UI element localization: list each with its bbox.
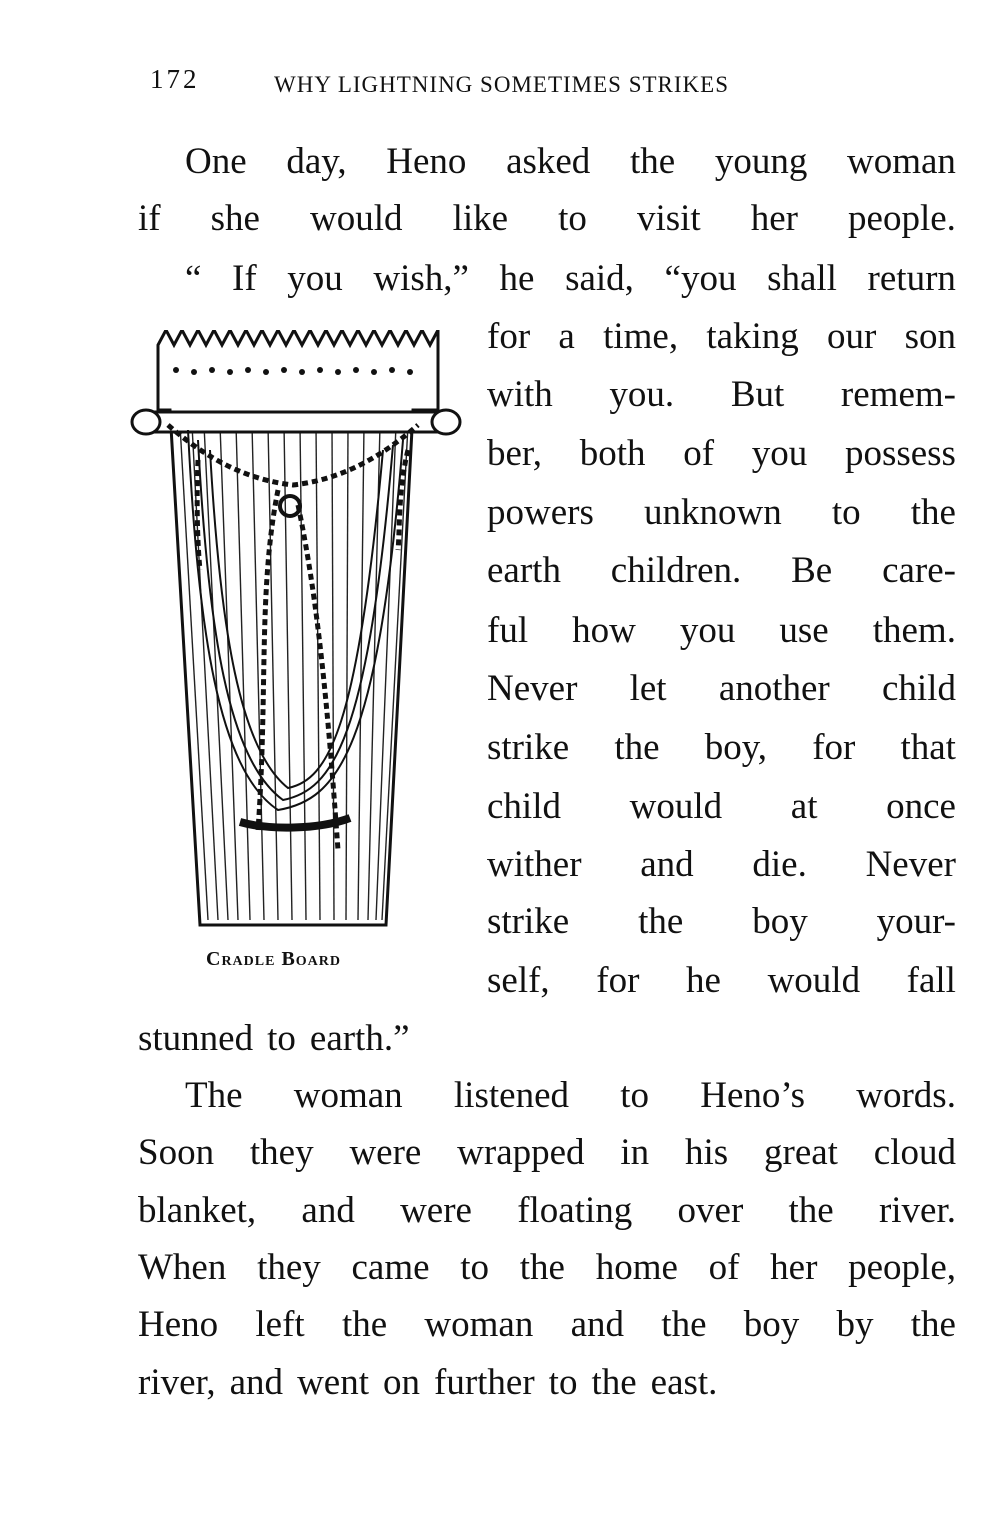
text-line: child would at once	[487, 786, 956, 827]
cradle-board-illustration	[128, 330, 463, 940]
cradle-board-icon	[128, 330, 463, 940]
text-line: river, and went on further to the east.	[138, 1362, 718, 1403]
text-line: Heno left the woman and the boy by the	[138, 1304, 956, 1345]
text-line: Never let another child	[487, 668, 956, 709]
text-line: strike the boy your-	[487, 901, 956, 942]
text-line: ful how you use them.	[487, 610, 956, 651]
text-line: self, for he would fall	[487, 960, 956, 1001]
text-line: “ If you wish,” he said, “you shall return	[185, 258, 956, 299]
running-header	[150, 64, 850, 104]
text-line: strike the boy, for that	[487, 727, 956, 768]
text-line: for a time, taking our son	[487, 316, 956, 357]
text-line: stunned to earth.”	[138, 1018, 410, 1059]
text-line: powers unknown to the	[487, 492, 956, 533]
text-line: if she would like to visit her people.	[138, 198, 956, 239]
text-line: Soon they were wrapped in his great cloud	[138, 1132, 956, 1173]
text-line: wither and die. Never	[487, 844, 956, 885]
page-number: 172	[150, 64, 200, 94]
text-line: When they came to the home of her people,	[138, 1247, 956, 1288]
text-line: earth children. Be care-	[487, 550, 956, 591]
running-title: WHY LIGHTNING SOMETIMES STRIKES	[274, 72, 729, 97]
text-line: with you. But remem-	[487, 374, 956, 415]
text-line: The woman listened to Heno’s words.	[185, 1075, 956, 1116]
text-line: One day, Heno asked the young woman	[185, 141, 956, 182]
text-line: ber, both of you possess	[487, 433, 956, 474]
text-line: blanket, and were floating over the river.	[138, 1190, 956, 1231]
figure-caption: Cradle Board	[206, 948, 342, 970]
